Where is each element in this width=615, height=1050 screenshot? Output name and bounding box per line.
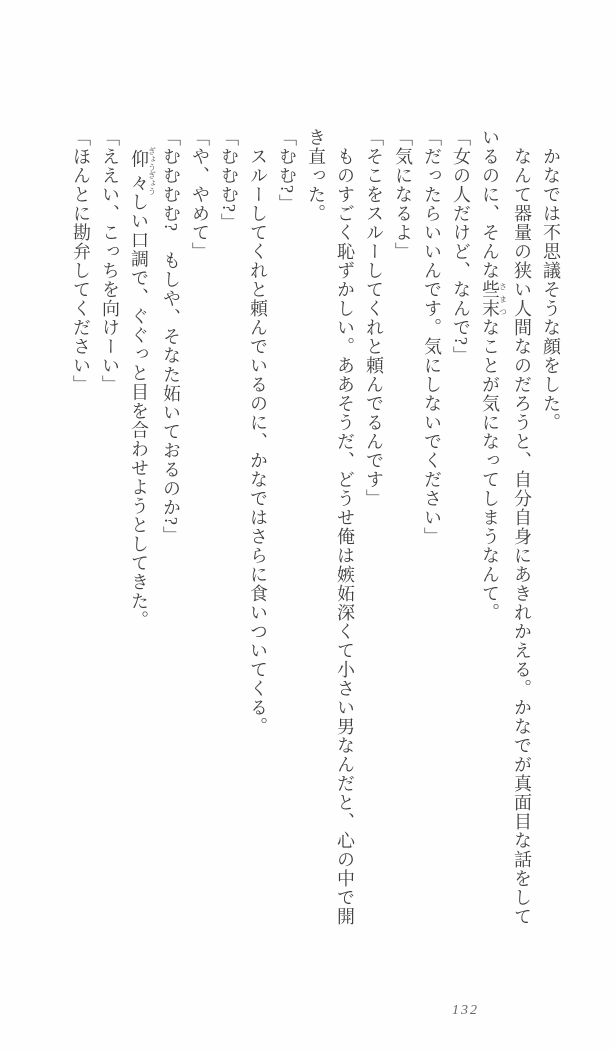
text-column: スルーしてくれと頼んでいるのに、かなではさらに食いついてくる。 [248, 147, 268, 736]
text-column: なんて器量の狭い人間なのだろうと、自分自身にあきれかえる。かなでが真面目な話をして [512, 147, 532, 926]
text-column: 「むむむむ? もしや、そなた妬いておるのか?」 [161, 128, 181, 545]
text-column: かなでは不思議そうな顔をした。 [541, 147, 561, 432]
furigana-text: ぎょうぎょう [147, 147, 157, 195]
furigana-ruby: 些末さまつ [480, 280, 508, 318]
page-text [65, 128, 565, 976]
text-column: 「むむ?」 [277, 128, 297, 213]
text-column: き直った。 [306, 128, 326, 223]
text-column: 「気になるよ」 [393, 128, 413, 261]
text-column: 「ええい、こっちを向けーい」 [100, 128, 120, 394]
text-column: ものすごく恥ずかしい。ああそうだ、どうせ俺は嫉妬深くて小さい男なんだと、心の中で開 [335, 147, 355, 926]
text-column: 「ほんとに勘弁してください」 [71, 128, 91, 394]
text-column: 「や、やめて」 [190, 128, 210, 261]
furigana-text: さまつ [498, 280, 508, 318]
text-column: 「そこをスルーしてくれと頼んでるんです」 [364, 128, 384, 508]
text-column: 「女の人だけど、なんで?」 [451, 128, 471, 365]
page-number: 132 [452, 1003, 479, 1018]
text-column: 仰々ぎょうぎょうしい口調で、ぐぐっと目を合わせようとしてきた。 [129, 147, 157, 630]
furigana-ruby: 仰々ぎょうぎょう [129, 147, 157, 195]
text-column: 「だったらいいんです。気にしないでください」 [422, 128, 442, 546]
text-column: いるのに、そんな些末さまつなことが気になってしまうなんて。 [480, 128, 508, 622]
text-column: 「むむむ?」 [219, 128, 239, 232]
